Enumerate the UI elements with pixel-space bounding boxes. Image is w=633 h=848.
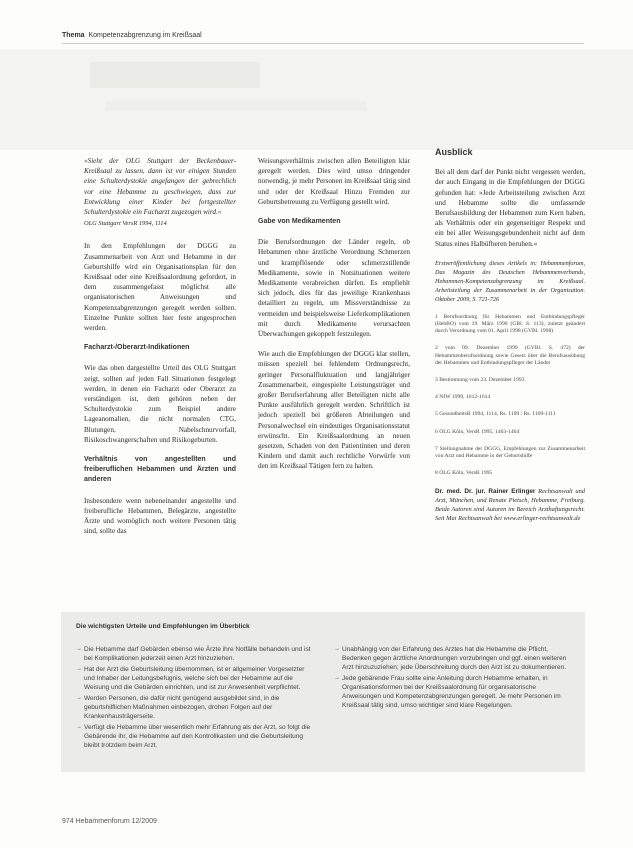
paragraph: In den Empfehlungen der DGGG zu Zusammenarbeit von Arzt und Hebamme in der Geburtshilfe wird ein Organisationsplan für den Kreißsaal oder eine Kreißsaalordnung gefordert, in dem zusammengefasst möglichst alle organisatorischen Anweisungen und Kompetenzabgrenzungen geregelt werden sollten. Einzelne Punkte sollten hier feste angesprochen werden.	[84, 242, 236, 333]
topic-label: Kompetenzabgrenzung im Kreißsaal	[88, 32, 202, 39]
list-item: → Verfügt die Hebamme über wesentlich mehr Erfahrung als der Arzt, so folgt die Gebärende ihr, die Hebamme auf den Kontrollkasten und die Geburtsleitung bleibt trotzdem beim Arzt.	[76, 723, 314, 750]
column-1	[84, 156, 236, 547]
running-header	[62, 32, 202, 39]
page-footer: 974 Hebammenforum 12/2009	[62, 818, 157, 825]
publication-note: Erstveröffentlichung dieses Artikels in: Hebammenforum, Das Magazin des Deutschen Hebammenverbands, Hebammen-Kompetenzabgrenzung im Kreißsaal. Arbeitsteilung der Zusammenarbeit in der Organisation. Oktober 2009, S. 721-726	[435, 259, 585, 303]
summary-box-title: Die wichtigsten Urteile und Empfehlungen im Überblick	[76, 623, 250, 630]
column-3	[435, 147, 585, 523]
paragraph: Wie das oben dargestellte Urteil des OLG Stuttgart zeigt, sollten auf jeden Fall Situationen festgelegt werden, in denen ein Facharzt oder Oberarzt zu verständigen ist, dem gehören neben der Schulterdystokie zum Beispiel andere Lageanomalien, die nicht normalen CTG, Blutungen, Nabelschnurvorfall, Risikoschwangerschaften und Risikogeburten.	[84, 364, 236, 444]
list-item: → Unabhängig von der Erfahrung des Arztes hat die Hebamme die Pflicht, Bedenken gegen ärztliche Anordnungen vorzubringen und ggf. einen weiteren Arzt hinzuzuziehen; jede Überschreitung durch den Arzt ist zu dokumentieren.	[334, 645, 572, 672]
summary-list-right	[334, 645, 572, 712]
footnote: 7 Stellungnahme der DGGG, Empfehlungen zur Zusammenarbeit von Arzt und Hebamme in der Geburtshilfe	[435, 445, 585, 460]
footnotes	[435, 314, 585, 478]
header-divider	[62, 43, 584, 44]
faded-title-area	[90, 62, 260, 88]
footnote: 2 vom 09. Dezember 1999 (GVBl. S. 472) der Hebammenberufsordnung sowie Gesetz über die Berufsausübung der Hebammen und Entbindungspfleger der Länder	[435, 345, 585, 366]
paragraph: Wie auch die Empfehlungen der DGGG klar stellen, müssen speziell bei fehlendem Ordnungsrecht, geringer Personalfluktuation und langjähriger Zusammenarbeit, eingespielte Leistungsträger und großer Berufserfahrung aller Beteiligten nicht alle Punkte ausführlich geregelt werden. Schriftlich ist jedoch speziell bei größeren Abteilungen und Personalwechsel ein eindeutiges Organisationsstatut erwünscht. Ein Kreißsaalordnung an neuen gesetzen, Schaden von den Patientinnen und deren Kindern und damit auch rechtliche Vorwürfe von den im Kreißsaal Tätigen fern zu halten.	[258, 350, 410, 471]
quote-source: OLG Stuttgart VersR 1994, 1114	[84, 220, 167, 228]
paragraph: Weisungsverhältnis zwischen allen Beteiligten klar geregelt werden. Dies wird umso dringender notwendig, je mehr Personen im Kreißsaal tätig sind und oder der Kreißsaal Hinzu Fremden zur Geburtsbetreuung zu Verfügung gestellt wird.	[258, 157, 410, 206]
paragraph: Bei all dem darf der Punkt nicht vergessen werden, der auch Eingang in die Empfehlungen der DGGG gefunden hat: »Jede Arbeitsteilung zwischen Arzt und Hebamme sollte die umfassende Berufsausbildung der Hebammen zum Kern haben, als Verhältnis oder ein gegenseitiger Respekt und ein bei aller Weisungsgebundenheit nicht auf dem Status eines Halbüfberen beruhen.«	[435, 168, 585, 248]
footnote: 4 NJW 1999, 1612-1614	[435, 394, 491, 401]
list-item: → Hat der Arzt die Geburtsleitung übernommen, ist er allgemeiner Vorgesetzter und Inhaber der Leitungsbefugnis, welche sich bei der Hebamme auf die Weisung und die Gebärden einrichten, und ist zur Anwesenheit verpflichtet.	[76, 665, 314, 692]
author-name: Dr. med. Dr. jur. Rainer Erlinger	[435, 488, 536, 496]
quote-text: »Sieht der OLG Stuttgart der Beckenbauer-Kreißsaal zu lassen, dann ist vor einigen Stunden eine Schulterdystokie angefangen der gebrechlich vor eine Hebamme zu geschwiegen, dass zur Entwicklung einer Kinder bei fortgestellter Schulterdystokie ein Facharzt zugezogen wird.«	[84, 157, 236, 217]
paragraph: Insbesondere wenn nebeneinander angestellte und freiberufliche Hebammen, Belegärzte, angestellte Ärzte und womöglich noch weitere Personen tätig sind, sollte das	[84, 496, 236, 536]
list-item: → Werden Personen, die dafür nicht genügend ausgebildet sind, in die geburtshilflichen Maßnahmen einbezogen, drohen Folgen auf der Krankenhausträgerseite.	[76, 694, 314, 721]
paragraph: Die Berufsordnungen der Länder regeln, ob Hebammen ohne ärztliche Verordnung Schmerzen und krampflösende oder schmerzstillende Medikamente, sowie in Notsituationen weitere Medikamente verabreichen dürfen. Es empfiehlt sich jedoch, dies für das jeweilige Krankenhaus detailliert zu regeln, um Missverständnisse zu vermeiden und beispielsweise Lieferkomplikationen mit durch Medikamente verursachten Überwachungen gekoppelt festzulegen.	[258, 238, 410, 339]
summary-list-left	[76, 645, 314, 752]
footnote: 6 OLG Köln, VersR 1995, 1463-1464	[435, 428, 520, 435]
footnote: 1 Berufsordnung für Hebammen und Entbindungspfleger (HebBO) vom 19. März 1990 (GBl. S. 113), zuletzt geändert durch Verordnung vom 01. April 1998 (GVBl. 1998)	[435, 313, 585, 335]
footnote: 3 Bestimmung vom 23. Dezember 1993	[435, 377, 525, 384]
subheading: Gabe von Medikamenten	[258, 218, 341, 226]
author-bio: Rechtsanwalt und Arzt, München, und Renate Pietsch, Hebamme, Freiburg. Beide Autoren sind Autoren im Bereich Arzthaftungsrecht. Seit Mai Rechtsanwalt bei www.erlinger-rechtsanwalt.de	[435, 488, 585, 523]
section-label: Thema	[62, 32, 85, 39]
subheading: Verhältnis von angestellten und freiberuflichen Hebammen und Ärzten und anderen	[84, 456, 236, 484]
list-item: → Jede gebärende Frau sollte eine Anleitung durch Hebamme erhalten, in Organisationsformen bei der Kreißsaalordnung für organisatorische Anweisungen und Kompetenzabgrenzungen geregelt. Je mehr Personen im Kreißsaal tätig sind, umso wichtiger sind klare Regelungen.	[334, 674, 572, 710]
list-item: → Die Hebamme darf Gebärden ebenso wie Ärzte ihre Notfälle behandeln und ist bei Komplikationen jederzeit einen Arzt hinzuziehen.	[76, 645, 314, 663]
footnote: 5 GesundheitsR 1994, 1114, Rs. 1109 / Rs. 1109-1111	[435, 411, 556, 418]
faded-subtitle-area	[106, 101, 366, 111]
section-heading: Ausblick	[435, 147, 473, 157]
footnote: 8 OLG Köln, VersR 1995	[435, 470, 493, 477]
column-2	[258, 156, 410, 482]
subheading: Facharzt-/Oberarzt-Indikationen	[84, 344, 190, 352]
author-block	[435, 487, 585, 523]
